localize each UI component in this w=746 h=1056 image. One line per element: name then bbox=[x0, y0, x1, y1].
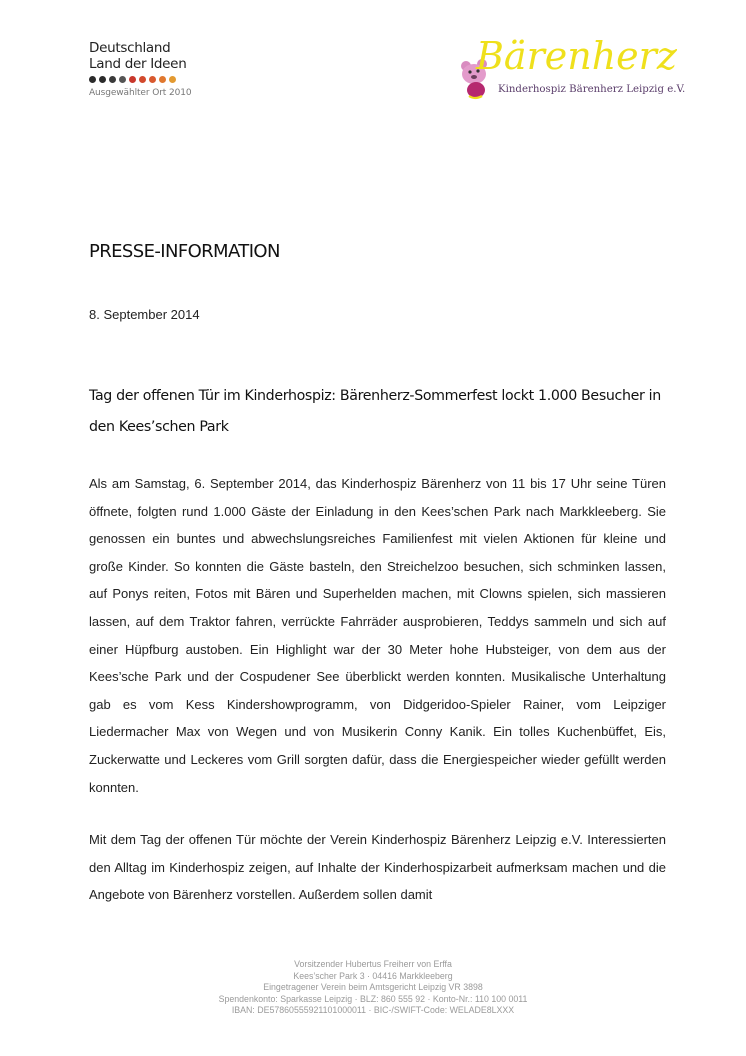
logo-dot bbox=[139, 76, 146, 83]
footer-line-1: Vorsitzender Hubertus Freiherr von Erffa bbox=[294, 959, 452, 969]
logo-dot bbox=[169, 76, 176, 83]
logo-wordmark: Bärenherz bbox=[476, 34, 677, 78]
logo-dot-row bbox=[89, 76, 192, 84]
deutschland-land-der-ideen-logo bbox=[89, 40, 192, 98]
logo-dot bbox=[109, 76, 116, 83]
article-title: Tag der offenen Tür im Kinderhospiz: Bärenherz-Sommerfest lockt 1.000 Besucher in den Kees’schen Park bbox=[89, 388, 661, 435]
page-heading: PRESSE-INFORMATION bbox=[89, 241, 280, 262]
footer-line-4: Spendenkonto: Sparkasse Leipzig · BLZ: 860 555 92 · Konto-Nr.: 110 100 0011 bbox=[218, 993, 528, 1004]
logo-dot bbox=[129, 76, 136, 83]
logo-dot bbox=[149, 76, 156, 83]
footer-line-3: Eingetragener Verein beim Amtsgericht Leipzig VR 3898 bbox=[263, 982, 483, 992]
logo-dot bbox=[89, 76, 96, 83]
baerenherz-logo bbox=[456, 32, 686, 102]
logo-subline: Ausgewählter Ort 2010 bbox=[89, 88, 192, 98]
logo-line-1: Deutschland bbox=[89, 40, 171, 56]
logo-subline: Kinderhospiz Bärenherz Leipzig e.V. bbox=[498, 84, 686, 95]
logo-dot bbox=[99, 76, 106, 83]
logo-dot bbox=[119, 76, 126, 83]
paragraph-2: Mit dem Tag der offenen Tür möchte der Verein Kinderhospiz Bärenherz Leipzig e.V. Interessierten den Alltag im Kinderhospiz zeigen, auf Inhalte der Kinderhospizarbeit aufmerksam machen und die Angebote von Bärenherz vorstellen. Außerdem sollen damit bbox=[89, 832, 666, 903]
logo-line-2: Land der Ideen bbox=[89, 56, 187, 72]
page-footer bbox=[0, 959, 746, 1017]
logo-dot bbox=[159, 76, 166, 83]
document-date: 8. September 2014 bbox=[89, 307, 200, 322]
paragraph-1: Als am Samstag, 6. September 2014, das Kinderhospiz Bärenherz von 11 bis 17 Uhr seine Türen öffnete, folgten rund 1.000 Gäste der Einladung in den Kees’schen Park nach Markkleeberg. Sie genossen ein buntes und abwechslungsreiches Familienfest mit vielen Aktionen für kleine und große Kinder. So konnten die Gäste basteln, den Streichelzoo besuchen, sich schminken lassen, auf Ponys reiten, Fotos mit Bären und Superhelden machen, mit Clowns spielen, sich massieren lassen, auf dem Traktor fahren, verrückte Fahrräder ausprobieren, Teddys sammeln und sich auf einer Hüpfburg austoben. Ein Highlight war der 30 Meter hohe Hubsteiger, von dem aus der Kees’sche Park und der Cospudener See überblickt werden konnten. Musikalische Unterhaltung gab es vom Kess Kindershowprogramm, von Didgeridoo-Spieler Rainer, vom Leipziger Liedermacher Max von Wegen und von Musikerin Conny Kanik. Ein tolles Kuchenbüffet, Eis, Zuckerwatte und Leckeres vom Grill sorgten dafür, dass die Energiespeicher wieder gefüllt werden konnten. bbox=[89, 476, 666, 795]
footer-line-2: Kees’scher Park 3 · 04416 Markkleeberg bbox=[293, 970, 453, 981]
footer-line-5: IBAN: DE57860555921101000011 · BIC-/SWIFT-Code: WELADE8LXXX bbox=[231, 1005, 515, 1015]
